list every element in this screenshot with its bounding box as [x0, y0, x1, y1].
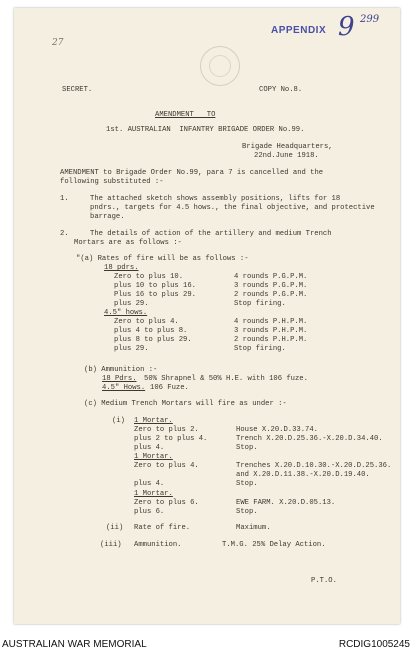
- rates-pdrs-label: 18 pdrs.: [104, 264, 139, 272]
- intro-line-2: following substituted :-: [60, 178, 164, 186]
- mortar-target: House X.20.D.33.74.: [236, 426, 318, 434]
- mortar-target: Stop.: [236, 480, 258, 488]
- rate-when: plus 29.: [114, 345, 149, 353]
- document-page: [14, 8, 400, 624]
- ammo-hows-label: 4.5" Hows.: [102, 384, 146, 392]
- classification: SECRET.: [62, 86, 93, 94]
- para1-number: 1.: [60, 195, 69, 203]
- mortar-when: plus 6.: [134, 508, 165, 516]
- rate-value: 3 rounds P.G.P.M.: [234, 282, 308, 290]
- mortar-target: Trenches X.20.D.10.30.-X.20.D.25.36.: [236, 462, 392, 470]
- mortar-target: EWE FARM. X.20.D.05.13.: [236, 499, 336, 507]
- rates-hows-label: 4.5" hows.: [104, 309, 148, 317]
- mortar-target: Trench X.20.D.25.36.-X.20.D.34.40.: [236, 435, 383, 443]
- document-subtitle: 1st. AUSTRALIAN INFANTRY BRIGADE ORDER No.99.: [106, 126, 305, 134]
- mortars-ii-number: (ii): [106, 524, 124, 532]
- mortar-label: 1 Mortar.: [134, 417, 173, 425]
- appendix-stamp: APPENDIX: [271, 25, 327, 36]
- rate-of-fire-value: Maximum.: [236, 524, 271, 532]
- mortar-target: and X.20.D.11.38.-X.20.D.19.40.: [236, 471, 370, 479]
- rate-when: plus 4 to plus 8.: [114, 327, 188, 335]
- para1-line-2: pndrs., targets for 4.5 hows., the final objective, and protective: [90, 204, 375, 212]
- mortars-i-number: (i): [112, 417, 125, 425]
- document-title: AMENDMENT TO: [155, 111, 216, 119]
- rate-value: 4 rounds P.H.P.M.: [234, 318, 308, 326]
- mortar-when: plus 4.: [134, 444, 165, 452]
- copy-number: COPY No.8.: [259, 86, 303, 94]
- rates-heading: "(a) Rates of fire will be as follows :-: [76, 255, 249, 263]
- mortar-label: 1 Mortar.: [134, 453, 173, 461]
- mortar-when: Zero to plus 2.: [134, 426, 199, 434]
- mortar-target: Stop.: [236, 508, 258, 516]
- rate-value: 3 rounds P.H.P.M.: [234, 327, 308, 335]
- rate-of-fire-label: Rate of fire.: [134, 524, 191, 532]
- mortar-when: Zero to plus 6.: [134, 499, 199, 507]
- footer-archive-name: AUSTRALIAN WAR MEMORIAL: [2, 639, 147, 650]
- rate-value: 4 rounds P.G.P.M.: [234, 273, 308, 281]
- embossed-seal: [200, 46, 240, 86]
- para2-line-1: The details of action of the artillery and medium Trench: [90, 230, 332, 238]
- ammo-pdrs-text: 50% Shrapnel & 50% H.E. with 106 fuze.: [144, 375, 308, 383]
- para1-line-1: The attached sketch shows assembly positions, lifts for 18: [90, 195, 341, 203]
- rate-when: plus 8 to plus 29.: [114, 336, 192, 344]
- rate-value: Stop firing.: [234, 345, 286, 353]
- para2-line-2: Mortars are as follows :-: [74, 239, 182, 247]
- ammunition-label: Ammunition.: [134, 541, 182, 549]
- ammo-pdrs-label: 18 Pdrs.: [102, 375, 137, 383]
- pto-note: P.T.O.: [311, 577, 337, 585]
- mortar-when: plus 4.: [134, 480, 165, 488]
- ammo-hows-text: 106 Fuze.: [150, 384, 189, 392]
- pencil-mark: 27: [52, 38, 64, 48]
- footer-record-id: RCDIG1005245: [338, 639, 410, 650]
- rate-when: Plus 16 to plus 29.: [114, 291, 196, 299]
- rate-value: Stop firing.: [234, 300, 286, 308]
- mortar-label: 1 Mortar.: [134, 490, 173, 498]
- mortar-target: Stop.: [236, 444, 258, 452]
- rate-when: plus 10 to plus 16.: [114, 282, 196, 290]
- rate-when: plus 29.: [114, 300, 149, 308]
- intro-line-1: AMENDMENT to Brigade Order No.99, para 7 is cancelled and the: [60, 169, 324, 177]
- para2-number: 2.: [60, 230, 69, 238]
- date-line: 22nd.June 1918.: [254, 152, 319, 160]
- mortars-heading: (c) Medium Trench Mortars will fire as under :-: [84, 400, 287, 408]
- mortar-when: plus 2 to plus 4.: [134, 435, 208, 443]
- ammunition-value: T.M.G. 25% Delay Action.: [222, 541, 326, 549]
- rate-value: 2 rounds P.G.P.M.: [234, 291, 308, 299]
- para1-line-3: barrage.: [90, 213, 125, 221]
- mortars-iii-number: (iii): [100, 541, 122, 549]
- rate-when: Zero to plus 10.: [114, 273, 184, 281]
- rate-value: 2 rounds P.H.P.M.: [234, 336, 308, 344]
- folio-number: 299: [360, 14, 380, 25]
- ammo-heading: (b) Ammunition :-: [84, 366, 158, 374]
- hq-line: Brigade Headquarters,: [242, 143, 333, 151]
- appendix-number: 9: [338, 12, 355, 42]
- mortar-when: Zero to plus 4.: [134, 462, 199, 470]
- rate-when: Zero to plus 4.: [114, 318, 179, 326]
